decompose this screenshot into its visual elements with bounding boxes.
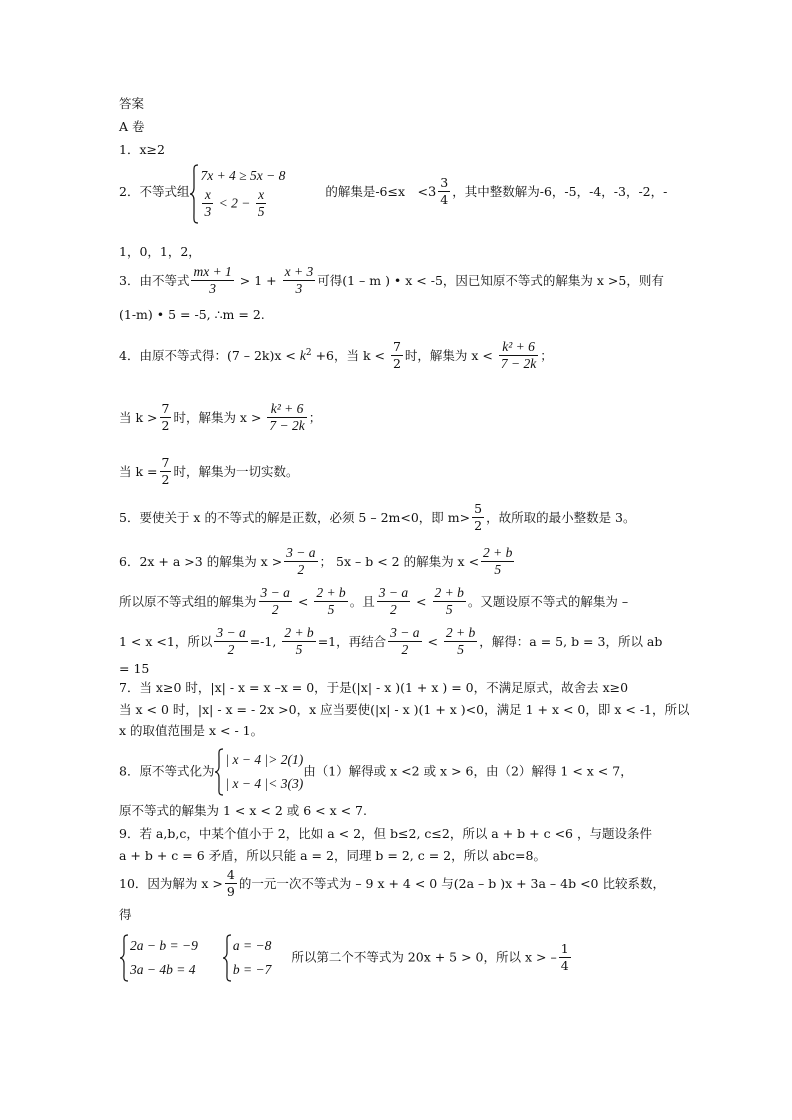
q4-k: k — [299, 348, 306, 363]
q7-line2: 当 x < 0 时，|x| - x = - 2x >0，x 应当要使(|x| - x )(1 + x )<0，满足 1 + x < 0，即 x < -1，所以 — [119, 702, 690, 717]
q8-eq1: | x − 4 |> 2(1) — [225, 752, 304, 767]
q4-line2 — [119, 402, 321, 435]
q5-suffix: ，故所取的最小整数是 3。 — [486, 510, 636, 525]
q6-l3-d: ，解得：a = 5, b = 3，所以 ab — [479, 634, 663, 649]
q2-frac1-den: 3 — [204, 204, 212, 219]
q6-l3-fa-den: 2 — [227, 642, 235, 657]
left-brace-icon — [222, 934, 232, 982]
q2-line2: 1，0，1，2， — [119, 244, 201, 259]
q4-mid: 时，解集为 x < — [404, 348, 497, 363]
q6-l1-b: ； 5x – b < 2 的解集为 x < — [319, 554, 480, 569]
q4-l2-prefix: 当 k > — [119, 410, 158, 425]
q4-result-den: 7 − 2k — [500, 356, 537, 371]
q4-frac-den: 2 — [392, 356, 401, 371]
q8-suffix: 由（1）解得或 x <2 或 x > 6，由（2）解得 1 < x < 7， — [303, 763, 633, 779]
left-brace-icon — [189, 164, 199, 224]
answer-title: 答案 — [119, 96, 145, 111]
q10-line2: 得 — [119, 907, 132, 922]
q6-l2-a: 所以原不等式组的解集为 — [119, 594, 257, 609]
q8-prefix: 8．原不等式化为 — [119, 763, 215, 779]
q2-mid: 的解集是-6≤x < — [325, 184, 429, 199]
q10-answer — [119, 868, 665, 901]
q2-mixed-den: 4 — [440, 192, 449, 207]
q6-l1-a: 6．2x + a >3 的解集为 x > — [119, 554, 283, 569]
q3-suffix: 可得(1 – m ) • x < -5，因已知原不等式的解集为 x >5，则有 — [317, 273, 664, 288]
q2-eq1: 7x + 4 ≥ 5x − 8 — [200, 168, 286, 183]
q5-answer — [119, 502, 636, 535]
q2-mixed-num: 3 — [440, 175, 449, 190]
q6-l2-fa2-num: 3 − a — [378, 585, 409, 600]
q6-l3-fa-num: 3 − a — [216, 625, 246, 640]
q4-l3-frac-num: 7 — [161, 455, 170, 470]
q2-frac2-num: x — [256, 187, 267, 204]
q6-l2-fb-num: 2 + b — [316, 585, 346, 600]
q5-prefix: 5．要使关于 x 的不等式的解是正数，必须 5 – 2m<0，即 m> — [119, 510, 471, 525]
q2-prefix: 2．不等式组 — [119, 184, 190, 199]
q10-end-den: 4 — [560, 957, 569, 973]
q6-l3-fb-num: 2 + b — [284, 625, 314, 640]
q10-s1b: 3a − 4b = 4 — [130, 962, 196, 977]
q6-fb-num: 2 + b — [483, 545, 513, 560]
q1-answer: 1．x≥2 — [119, 142, 165, 157]
q6-line4: = 15 — [119, 661, 150, 676]
q10-s2a: a = −8 — [232, 938, 272, 953]
q2-answer — [119, 164, 667, 221]
q10-suffix: 的一元一次不等式为 – 9 x + 4 < 0 与(2a – b )x + 3a – 4b <0 比较系数， — [238, 876, 665, 891]
q2-suffix: ，其中整数解为-6，-5，-4，-3，-2，- — [452, 184, 668, 199]
q6-l3-fa2-num: 3 − a — [390, 625, 420, 640]
q10-end-num: 1 — [560, 940, 569, 956]
q4-result-num: k² + 6 — [499, 339, 538, 356]
q4-frac-num: 7 — [392, 339, 401, 354]
q2-mixed-whole: 3 — [428, 185, 437, 200]
q6-l3-a: 1 < x <1，所以 — [119, 634, 213, 649]
q5-frac-den: 2 — [474, 518, 483, 533]
q2-frac1-num: x — [202, 187, 213, 204]
q6-l2-b: 。且 — [349, 594, 375, 609]
q4-l3-prefix: 当 k = — [119, 464, 158, 479]
q8-eq2: | x − 4 |< 3(3) — [225, 776, 304, 791]
q10-prefix: 10．因为解为 x > — [119, 876, 223, 891]
q6-l2-fa-num: 3 − a — [260, 585, 290, 600]
q4-l2-end: ； — [308, 410, 322, 425]
q6-fb-den: 5 — [494, 562, 502, 577]
q6-line3 — [119, 626, 662, 659]
q6-fa-num: 3 − a — [286, 545, 316, 560]
q3-prefix: 3．由不等式 — [119, 273, 190, 288]
q6-line1 — [119, 546, 516, 579]
q3-frac2-num: x + 3 — [284, 264, 314, 279]
q4-answer: 4．由原不等式得：$(7 - 2k)x < k^2 +6$，当 k < $\frac{7}{2}$ 时，解集为 x < $\frac{\text{k² + 6}}{7 - 2k}$ ； — [119, 339, 553, 371]
q2-frac2-den: 5 — [257, 204, 265, 219]
q3-frac1-den: 3 — [209, 281, 216, 296]
q7-line3: x 的取值范围是 x < - 1。 — [119, 723, 264, 738]
q5-frac-num: 5 — [474, 501, 483, 516]
q9-line1: 9．若 a,b,c，中某个值小于 2，比如 a < 2，但 b≤2, c≤2，所以 a + b + c <6 ，与题设条件 — [119, 826, 652, 841]
q2-mixed-number — [428, 176, 452, 209]
section-label: A 卷 — [119, 119, 145, 134]
q10-end: 所以第二个不等式为 20x + 5 > 0，所以 x > – — [291, 949, 557, 965]
q6-l3-fb-den: 5 — [295, 642, 303, 657]
q10-system2 — [222, 934, 271, 982]
q6-l2-fb2-den: 5 — [445, 602, 453, 617]
q6-l3-b: =-1, — [249, 634, 281, 649]
q10-system1 — [119, 934, 198, 982]
q6-l3-fb2-num: 2 + b — [445, 625, 476, 640]
q6-lt: < — [293, 594, 313, 609]
q3-frac2-den: 3 — [295, 281, 303, 296]
q6-lt3: < — [423, 634, 442, 649]
q10-s2b: b = −7 — [232, 962, 272, 977]
q4-l2-mid: 时，解集为 x > — [173, 410, 266, 425]
q2-eq2 — [200, 188, 285, 221]
q6-l2-fb-den: 5 — [327, 602, 335, 617]
q4-l2-frac-num: 7 — [161, 401, 170, 416]
q10-frac-den: 9 — [226, 884, 235, 899]
q6-fa-den: 2 — [297, 562, 305, 577]
q2-eq2-mid: < 2 − — [215, 195, 254, 211]
q6-l2-fa-den: 2 — [271, 602, 279, 617]
q6-l3-fb2-den: 5 — [457, 642, 464, 657]
q4-plus6: +6，当 k < — [311, 348, 389, 363]
q6-l2-fa2-den: 2 — [390, 602, 397, 617]
q4-prefix: 4．由原不等式得：(7 – 2k)x < — [119, 348, 300, 363]
left-brace-icon — [214, 748, 224, 796]
q3-frac1-num: mx + 1 — [193, 264, 232, 279]
q6-line2 — [119, 586, 628, 619]
q6-l3-fa2-den: 2 — [401, 642, 409, 657]
q9-line2: a + b + c = 6 矛盾，所以只能 a = 2，同理 b = 2, c = 2，所以 abc=8。 — [119, 848, 546, 863]
left-brace-icon — [119, 934, 129, 982]
q8-answer — [119, 748, 633, 796]
q6-l3-c: =1，再结合 — [317, 634, 387, 649]
q4-l3-end: 时，解集为一切实数。 — [173, 464, 299, 479]
q3-line2: (1-m) • 5 = -5, ∴m = 2. — [119, 307, 265, 322]
q10-s1a: 2a − b = −9 — [130, 938, 198, 953]
q10-systems — [119, 934, 573, 982]
q8-line2: 原不等式的解集为 1 < x < 2 或 6 < x < 7. — [119, 803, 367, 818]
q4-semi: ； — [540, 348, 553, 363]
q6-l2-c: 。又题设原不等式的解集为 – — [467, 594, 629, 609]
q4-l2-result-num: k² + 6 — [267, 401, 306, 418]
q2-system — [189, 164, 285, 221]
q10-frac-num: 4 — [226, 867, 235, 882]
q7-line1: 7．当 x≥0 时，|x| - x = x –x = 0，于是(|x| - x )(1 + x ) = 0，不满足原式，故舍去 x≥0 — [119, 680, 629, 695]
q4-l2-result-den: 7 − 2k — [269, 418, 305, 433]
q6-l2-fb2-num: 2 + b — [434, 585, 464, 600]
q3-mid: > 1 + — [235, 273, 281, 288]
q8-system — [214, 748, 303, 796]
q6-lt2: < — [412, 594, 431, 609]
q4-l3-frac-den: 2 — [161, 472, 170, 487]
q4-l2-frac-den: 2 — [161, 418, 170, 433]
q3-answer — [119, 265, 664, 298]
q4-line3 — [119, 456, 298, 489]
